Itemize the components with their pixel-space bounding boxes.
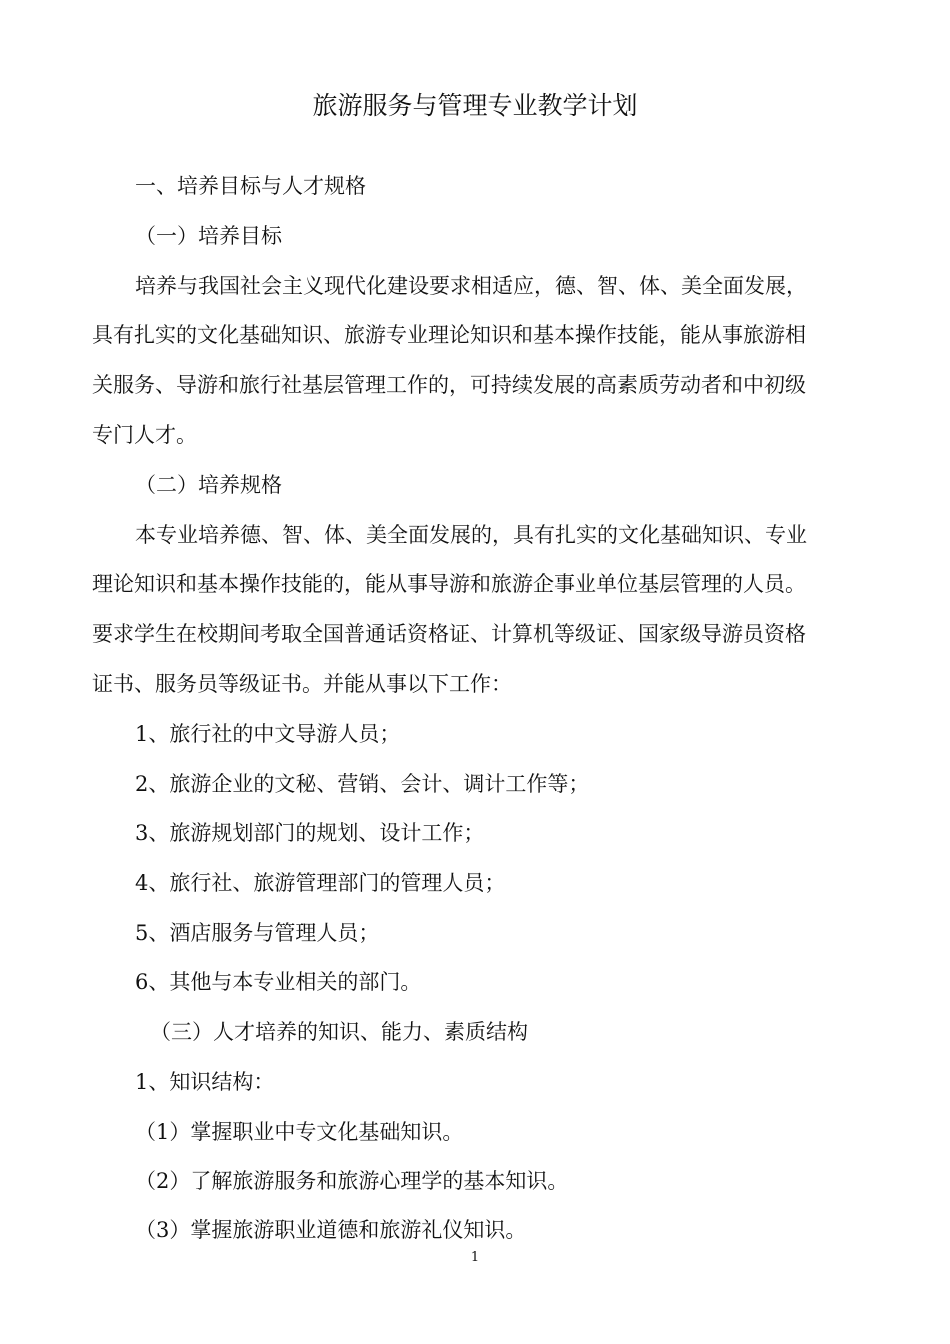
paragraph-line: 培养与我国社会主义现代化建设要求相适应，德、智、体、美全面发展，: [135, 274, 807, 298]
paragraph-line: 具有扎实的文化基础知识、旅游专业理论知识和基本操作技能，能从事旅游相: [92, 323, 806, 347]
list-item: 2、旅游企业的文秘、营销、会计、调计工作等；: [135, 772, 590, 796]
subsection-heading-1: （一）培养目标: [135, 224, 282, 248]
subsection-heading-3: （三）人才培养的知识、能力、素质结构: [150, 1020, 528, 1044]
list-item: （2）了解旅游服务和旅游心理学的基本知识。: [135, 1169, 569, 1193]
paragraph-line: 证书、服务员等级证书。并能从事以下工作：: [92, 672, 512, 696]
paragraph-line: 要求学生在校期间考取全国普通话资格证、计算机等级证、国家级导游员资格: [92, 622, 806, 646]
page-number: 1: [470, 1250, 480, 1265]
paragraph-line: 关服务、导游和旅行社基层管理工作的，可持续发展的高素质劳动者和中初级: [92, 373, 806, 397]
list-item: （3）掌握旅游职业道德和旅游礼仪知识。: [135, 1218, 527, 1242]
list-item: （1）掌握职业中专文化基础知识。: [135, 1120, 464, 1144]
subsection-heading-2: （二）培养规格: [135, 473, 282, 497]
list-item: 1、旅行社的中文导游人员；: [135, 722, 401, 746]
paragraph-line: 专门人才。: [92, 423, 197, 447]
document-title: 旅游服务与管理专业教学计划: [312, 91, 638, 120]
list-item: 5、酒店服务与管理人员；: [135, 921, 380, 945]
section-heading-1: 一、培养目标与人才规格: [135, 174, 366, 198]
list-item: 4、旅行社、旅游管理部门的管理人员；: [135, 871, 506, 895]
list-item: 3、旅游规划部门的规划、设计工作；: [135, 821, 485, 845]
knowledge-heading: 1、知识结构：: [135, 1070, 275, 1094]
list-item: 6、其他与本专业相关的部门。: [135, 970, 422, 994]
paragraph-line: 本专业培养德、智、体、美全面发展的，具有扎实的文化基础知识、专业: [135, 523, 807, 547]
paragraph-line: 理论知识和基本操作技能的，能从事导游和旅游企事业单位基层管理的人员。: [92, 572, 806, 596]
